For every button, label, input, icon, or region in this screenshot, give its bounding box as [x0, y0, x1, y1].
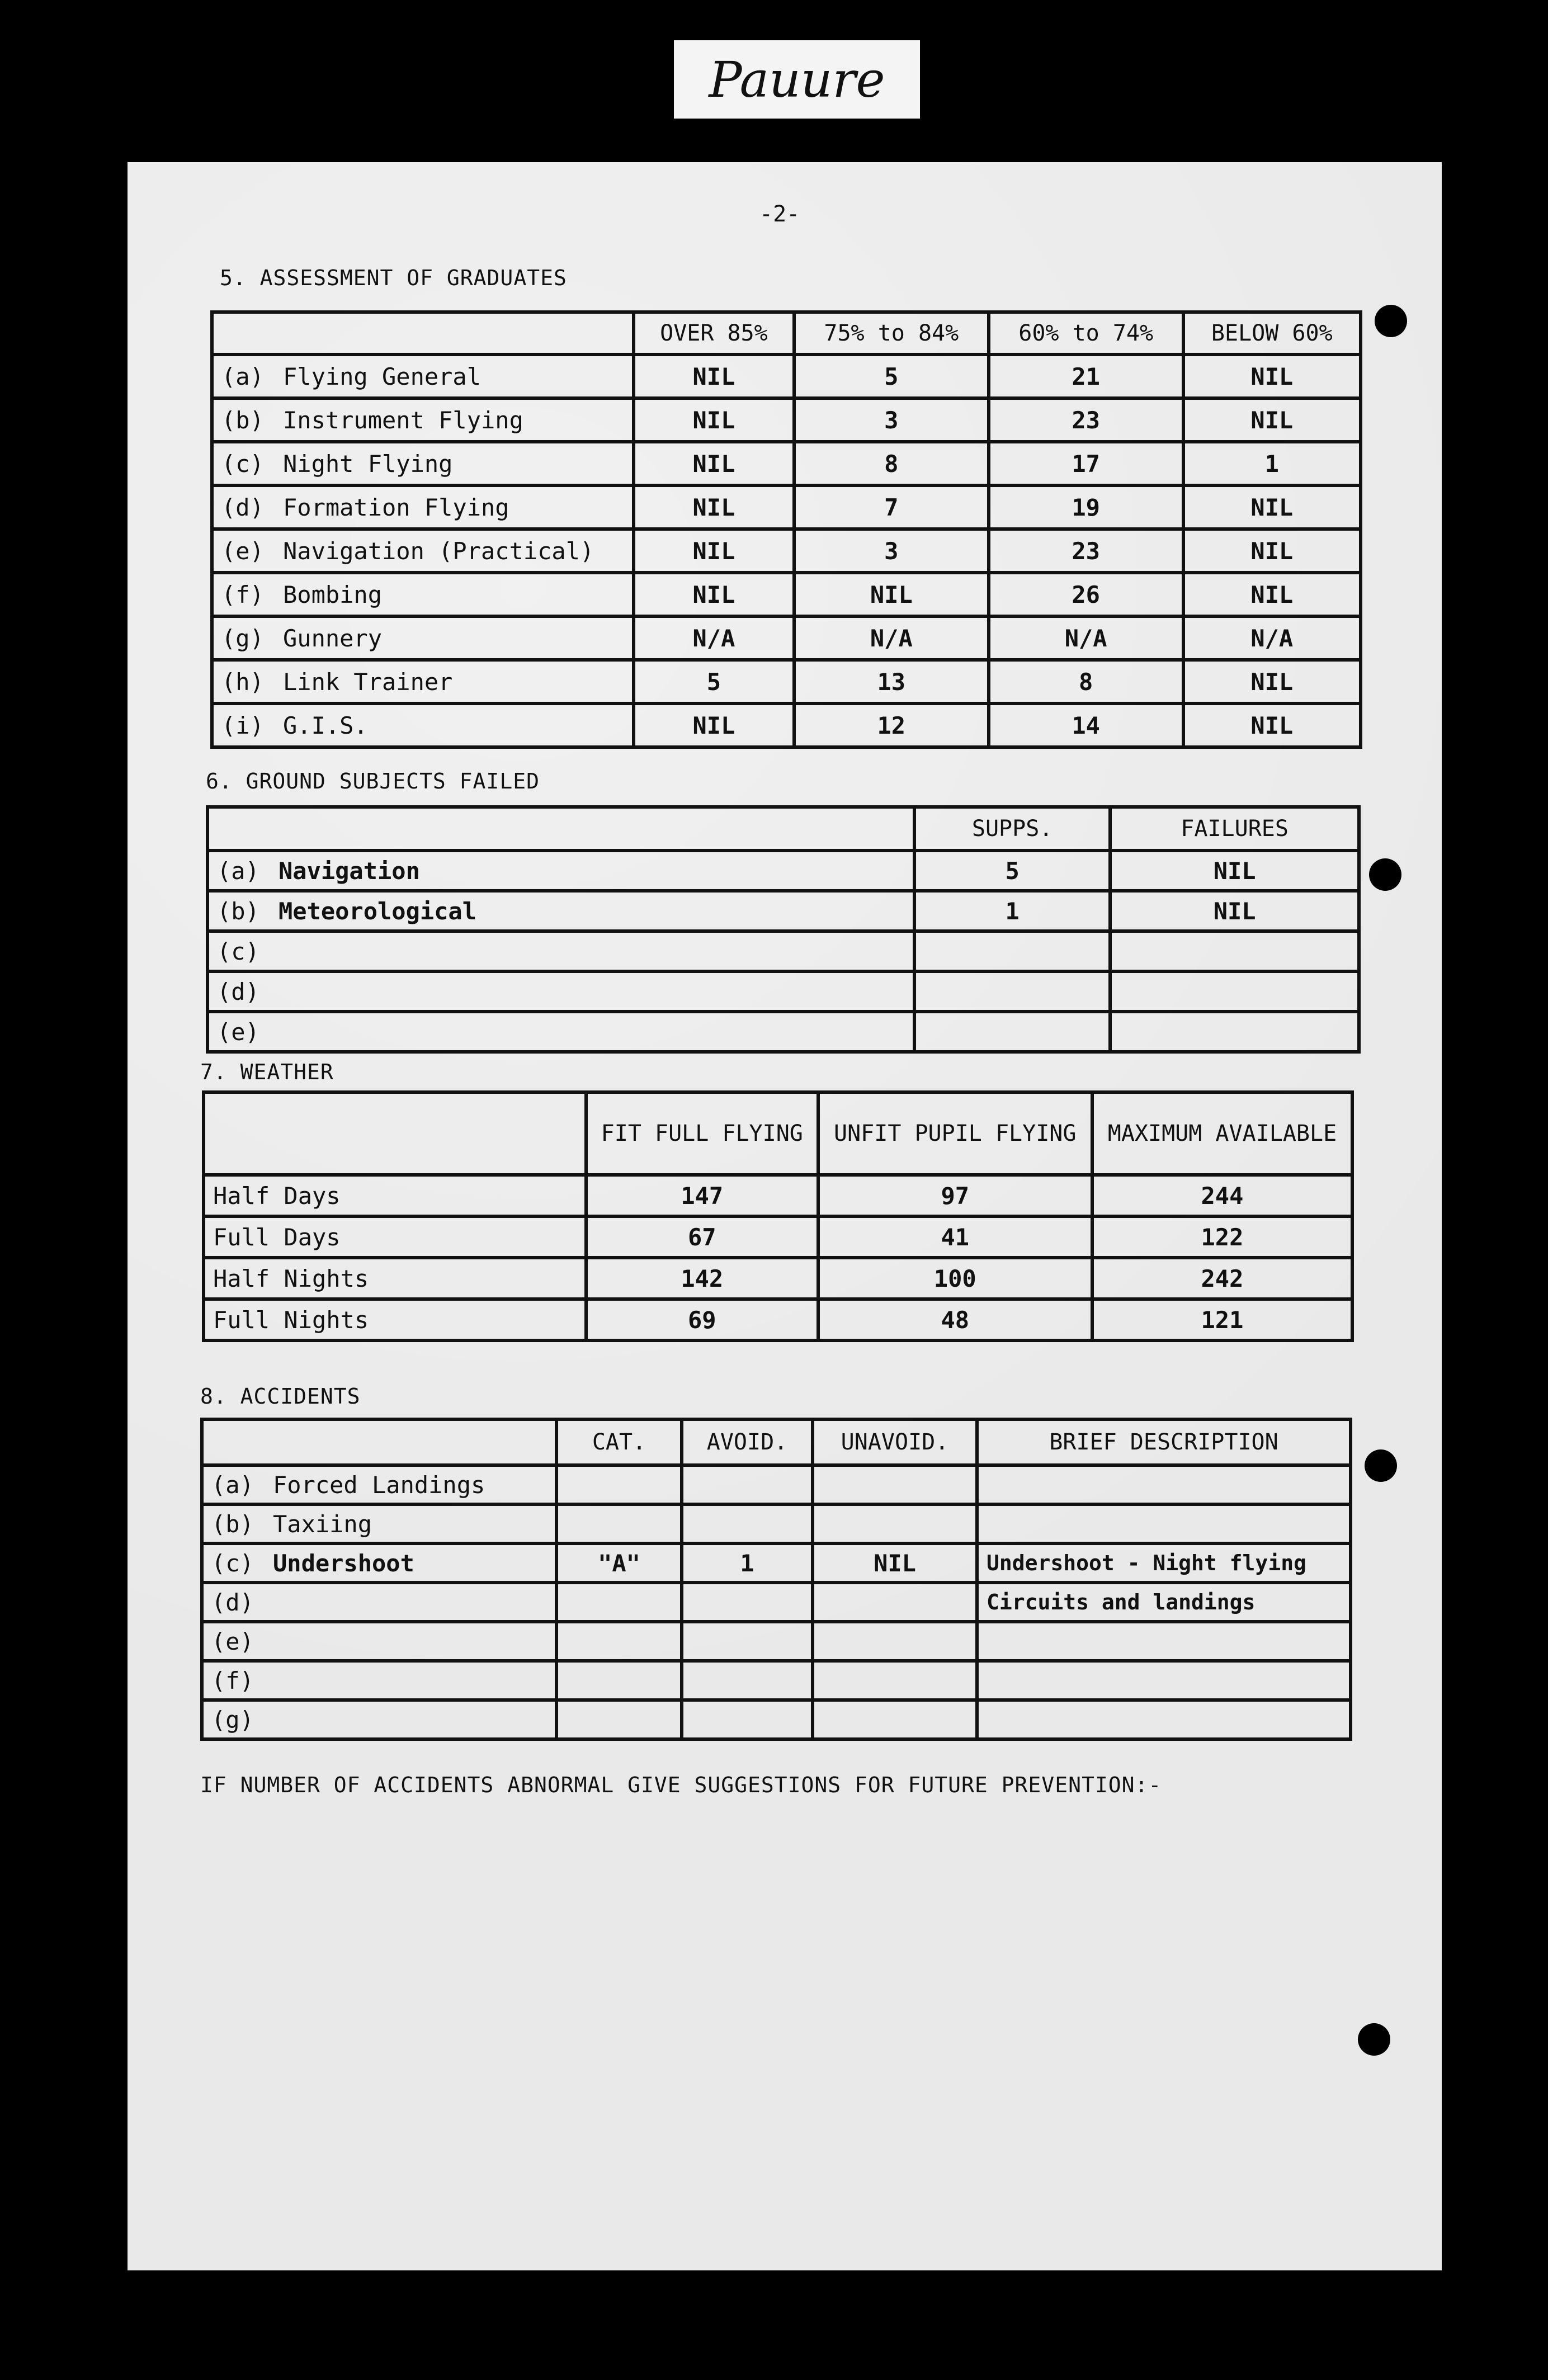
table-cell: [1110, 931, 1359, 971]
row-label-cell: [207, 851, 914, 891]
header-col: OVER 85%: [634, 312, 794, 355]
table-row: [212, 485, 1361, 529]
table-cell: 5: [914, 851, 1110, 891]
header-col: FAILURES: [1110, 807, 1359, 851]
table-cell: NIL: [1183, 355, 1361, 398]
section-8-title: 8. ACCIDENTS: [200, 1384, 361, 1409]
row-label: Bombing: [283, 580, 383, 608]
table-row: [212, 573, 1361, 616]
table-row: [204, 1258, 1352, 1299]
row-label-cell: [212, 442, 634, 485]
row-label-cell: [212, 573, 634, 616]
row-label-cell: [202, 1622, 556, 1661]
section-6-title: 6. GROUND SUBJECTS FAILED: [206, 769, 540, 794]
table-row: [212, 703, 1361, 747]
table-cell: 48: [818, 1299, 1092, 1340]
table-cell: [813, 1661, 977, 1700]
table-row: [212, 442, 1361, 485]
table-cell: [682, 1661, 813, 1700]
row-label-cell: [202, 1465, 556, 1504]
table-cell: NIL: [634, 529, 794, 573]
table-cell: NIL: [634, 485, 794, 529]
table-cell: 3: [794, 529, 989, 573]
table-row: [212, 529, 1361, 573]
table-cell: [556, 1622, 682, 1661]
header-blank: [204, 1092, 586, 1175]
table-cell: 1: [682, 1543, 813, 1583]
row-label-cell: [212, 616, 634, 660]
table-cell: 100: [818, 1258, 1092, 1299]
row-letter: (a): [211, 1471, 254, 1499]
table-row: [207, 971, 1359, 1012]
row-label: Gunnery: [283, 624, 383, 652]
table-cell: "A": [556, 1543, 682, 1583]
footer-instruction: IF NUMBER OF ACCIDENTS ABNORMAL GIVE SUGGESTIONS FOR FUTURE PREVENTION:-: [200, 1773, 1162, 1797]
table-cell: [813, 1504, 977, 1543]
table-row: [207, 1012, 1359, 1052]
punch-hole: [1369, 858, 1401, 891]
table-row: [207, 931, 1359, 971]
table-cell: [813, 1700, 977, 1739]
handwritten-name-card: [674, 40, 920, 119]
row-label: Instrument Flying: [283, 406, 523, 434]
table-cell: 5: [794, 355, 989, 398]
table-cell: N/A: [794, 616, 989, 660]
table-cell: [977, 1504, 1351, 1543]
table-cell: 12: [794, 703, 989, 747]
row-label-cell: [207, 931, 914, 971]
table-cell: NIL: [1183, 660, 1361, 703]
table-cell: [556, 1583, 682, 1622]
row-letter: (d): [221, 493, 264, 521]
row-letter: (d): [217, 978, 259, 1005]
table-row: [202, 1465, 1351, 1504]
table-row: [204, 1175, 1352, 1216]
table-row: [212, 398, 1361, 442]
table-cell: NIL: [1183, 703, 1361, 747]
ground-subjects-table: [206, 805, 1361, 1054]
table-cell: Circuits and landings: [977, 1583, 1351, 1622]
row-label: Full Days: [213, 1223, 341, 1251]
row-letter: (f): [221, 580, 264, 608]
table-cell: NIL: [1183, 573, 1361, 616]
row-letter: (c): [217, 937, 259, 965]
table-cell: NIL: [634, 573, 794, 616]
table-cell: NIL: [1110, 851, 1359, 891]
table-cell: [977, 1465, 1351, 1504]
table-row: [207, 891, 1359, 931]
header-col: UNFIT PUPIL FLYING: [818, 1092, 1092, 1175]
table-cell: NIL: [813, 1543, 977, 1583]
table-cell: N/A: [1183, 616, 1361, 660]
table-row: [204, 1216, 1352, 1258]
table-cell: [682, 1700, 813, 1739]
table-cell: [556, 1661, 682, 1700]
table-cell: 122: [1092, 1216, 1352, 1258]
table-cell: 3: [794, 398, 989, 442]
header-blank: [207, 807, 914, 851]
row-letter: (e): [221, 537, 264, 565]
header-col: 60% to 74%: [989, 312, 1183, 355]
table-cell: [977, 1622, 1351, 1661]
table-cell: 26: [989, 573, 1183, 616]
row-letter: (f): [211, 1666, 254, 1694]
table-cell: [682, 1583, 813, 1622]
table-cell: [556, 1504, 682, 1543]
row-label: Meteorological: [279, 897, 477, 925]
table-cell: [1110, 1012, 1359, 1052]
section-7-title: 7. WEATHER: [200, 1060, 334, 1084]
row-letter: (e): [217, 1018, 259, 1046]
table-cell: NIL: [1183, 398, 1361, 442]
table-cell: [813, 1622, 977, 1661]
row-letter: (i): [221, 711, 264, 739]
table-row: [202, 1543, 1351, 1583]
table-cell: [977, 1661, 1351, 1700]
table-cell: 5: [634, 660, 794, 703]
table-cell: [682, 1504, 813, 1543]
table-cell: 142: [586, 1258, 818, 1299]
table-cell: [682, 1622, 813, 1661]
table-cell: 13: [794, 660, 989, 703]
table-row: [202, 1700, 1351, 1739]
row-letter: (e): [211, 1627, 254, 1655]
header-col: 75% to 84%: [794, 312, 989, 355]
row-letter: (g): [211, 1706, 254, 1734]
header-col: CAT.: [556, 1419, 682, 1465]
table-row: [202, 1622, 1351, 1661]
row-label: Flying General: [283, 362, 482, 390]
row-label-cell: [204, 1216, 586, 1258]
document-page: [128, 162, 1442, 2270]
row-letter: (b): [211, 1510, 254, 1538]
punch-hole: [1365, 1449, 1397, 1482]
table-cell: 121: [1092, 1299, 1352, 1340]
row-label-cell: [212, 703, 634, 747]
table-cell: 1: [1183, 442, 1361, 485]
accidents-table: [200, 1418, 1352, 1741]
table-cell: [556, 1700, 682, 1739]
row-label-cell: [204, 1175, 586, 1216]
table-cell: 67: [586, 1216, 818, 1258]
table-cell: 23: [989, 529, 1183, 573]
table-cell: 69: [586, 1299, 818, 1340]
table-cell: NIL: [634, 442, 794, 485]
row-label-cell: [202, 1661, 556, 1700]
header-col: UNAVOID.: [813, 1419, 977, 1465]
table-cell: NIL: [794, 573, 989, 616]
table-cell: NIL: [634, 398, 794, 442]
row-label: Navigation (Practical): [283, 537, 594, 565]
header-col: MAXIMUM AVAILABLE: [1092, 1092, 1352, 1175]
row-label-cell: [212, 355, 634, 398]
row-label-cell: [202, 1583, 556, 1622]
table-cell: N/A: [634, 616, 794, 660]
row-label-cell: [204, 1299, 586, 1340]
section-5-title: 5. ASSESSMENT OF GRADUATES: [220, 266, 567, 290]
assessment-table: [210, 310, 1362, 749]
table-cell: 17: [989, 442, 1183, 485]
table-row: [202, 1504, 1351, 1543]
table-cell: [813, 1465, 977, 1504]
row-label-cell: [212, 485, 634, 529]
handwritten-name: Pauure: [709, 50, 885, 108]
row-label-cell: [212, 529, 634, 573]
table-row: [212, 616, 1361, 660]
table-cell: 8: [794, 442, 989, 485]
table-cell: 1: [914, 891, 1110, 931]
table-cell: 244: [1092, 1175, 1352, 1216]
row-label-cell: [207, 1012, 914, 1052]
table-cell: [813, 1583, 977, 1622]
row-label-cell: [212, 398, 634, 442]
row-label-cell: [202, 1504, 556, 1543]
table-row: [202, 1661, 1351, 1700]
table-cell: 19: [989, 485, 1183, 529]
table-cell: 242: [1092, 1258, 1352, 1299]
row-label: Undershoot: [273, 1549, 414, 1577]
table-cell: NIL: [1183, 529, 1361, 573]
table-cell: Undershoot - Night flying: [977, 1543, 1351, 1583]
header-col: BELOW 60%: [1183, 312, 1361, 355]
table-cell: 8: [989, 660, 1183, 703]
table-cell: 14: [989, 703, 1183, 747]
table-cell: [914, 971, 1110, 1012]
header-blank: [202, 1419, 556, 1465]
row-label: Night Flying: [283, 450, 453, 478]
table-cell: NIL: [1183, 485, 1361, 529]
header-col: SUPPS.: [914, 807, 1110, 851]
table-row: [204, 1299, 1352, 1340]
punch-hole: [1375, 305, 1407, 337]
row-label: Half Nights: [213, 1264, 369, 1292]
row-letter: (c): [221, 450, 264, 478]
row-label: Forced Landings: [273, 1471, 485, 1499]
row-label: Link Trainer: [283, 668, 453, 696]
row-letter: (h): [221, 668, 264, 696]
table-cell: 7: [794, 485, 989, 529]
row-label: G.I.S.: [283, 711, 368, 739]
header-col: BRIEF DESCRIPTION: [977, 1419, 1351, 1465]
row-label: Full Nights: [213, 1306, 369, 1334]
row-letter: (b): [217, 897, 259, 925]
table-row: [212, 355, 1361, 398]
table-cell: N/A: [989, 616, 1183, 660]
row-label: Taxiing: [273, 1510, 372, 1538]
row-label: Formation Flying: [283, 493, 509, 521]
row-label-cell: [207, 971, 914, 1012]
table-cell: 41: [818, 1216, 1092, 1258]
table-row: [207, 851, 1359, 891]
page-number: -2-: [759, 201, 800, 227]
table-row: [212, 660, 1361, 703]
row-label-cell: [212, 660, 634, 703]
header-col: FIT FULL FLYING: [586, 1092, 818, 1175]
table-cell: 97: [818, 1175, 1092, 1216]
table-cell: [682, 1465, 813, 1504]
row-letter: (b): [221, 406, 264, 434]
table-row: [202, 1583, 1351, 1622]
header-col: AVOID.: [682, 1419, 813, 1465]
table-cell: NIL: [634, 355, 794, 398]
row-letter: (g): [221, 624, 264, 652]
table-cell: NIL: [1110, 891, 1359, 931]
weather-table: [202, 1090, 1354, 1342]
table-cell: NIL: [634, 703, 794, 747]
punch-hole: [1358, 2023, 1390, 2056]
row-letter: (d): [211, 1588, 254, 1616]
table-cell: [914, 1012, 1110, 1052]
table-cell: [1110, 971, 1359, 1012]
row-letter: (a): [217, 857, 259, 885]
row-label: Half Days: [213, 1182, 341, 1210]
table-cell: 147: [586, 1175, 818, 1216]
table-cell: [977, 1700, 1351, 1739]
table-cell: 21: [989, 355, 1183, 398]
row-label-cell: [202, 1543, 556, 1583]
table-cell: [914, 931, 1110, 971]
header-blank: [212, 312, 634, 355]
row-label-cell: [204, 1258, 586, 1299]
table-cell: [556, 1465, 682, 1504]
table-cell: 23: [989, 398, 1183, 442]
row-label-cell: [202, 1700, 556, 1739]
row-label-cell: [207, 891, 914, 931]
row-letter: (c): [211, 1549, 254, 1577]
row-label: Navigation: [279, 857, 420, 885]
row-letter: (a): [221, 362, 264, 390]
